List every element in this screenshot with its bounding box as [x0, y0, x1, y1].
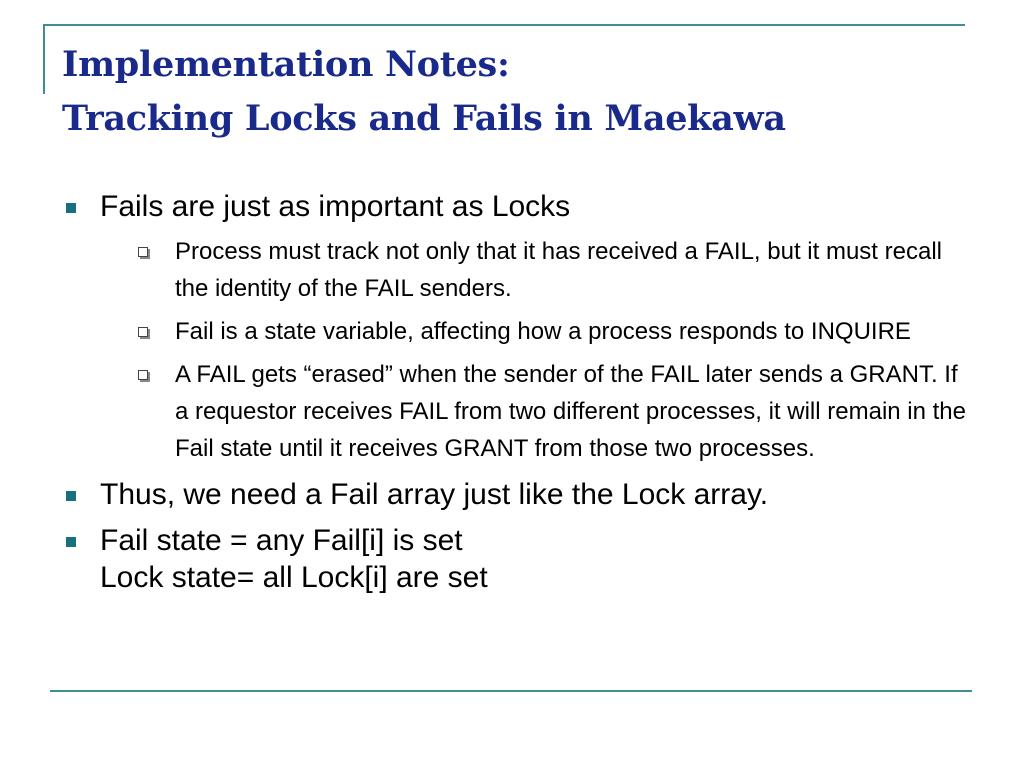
hollow-square-icon	[138, 370, 148, 380]
sub-bullet-text: A FAIL gets “erased” when the sender of the FAIL later sends a GRANT. If a requestor receives FAIL from two different processes, it will remain in the Fail state until it receives GRANT from those two processes.	[175, 361, 967, 462]
filled-square-icon	[66, 537, 76, 547]
bullet-item	[62, 522, 972, 596]
slide-title-line1: Implementation Notes:	[62, 44, 510, 85]
hollow-square-icon	[138, 327, 148, 337]
bullet-item	[62, 188, 972, 467]
sub-bullet-item	[100, 356, 972, 467]
bullet-text-line1: Fail state = any Fail[i] is set	[100, 524, 463, 557]
filled-square-icon	[66, 491, 76, 501]
sub-bullet-text: Process must track not only that it has received a FAIL, but it must recall the identity of the FAIL senders.	[175, 238, 942, 302]
bullet-text-line2: Lock state= all Lock[i] are set	[100, 561, 488, 594]
sub-bullet-item	[100, 313, 972, 350]
bullet-text: Fails are just as important as Locks	[100, 190, 571, 223]
filled-square-icon	[66, 203, 76, 213]
slide-title-line2: Tracking Locks and Fails in Maekawa	[62, 98, 786, 139]
frame-line-top	[43, 24, 965, 26]
bullet-text	[100, 522, 972, 596]
bullet-item	[62, 476, 972, 513]
slide-title	[62, 38, 786, 146]
hollow-square-icon	[138, 247, 148, 257]
sub-bullet-list	[100, 233, 972, 467]
frame-line-left	[43, 24, 45, 94]
bullet-text: Thus, we need a Fail array just like the Lock array.	[100, 478, 769, 511]
sub-bullet-item	[100, 233, 972, 307]
frame-line-bottom	[50, 690, 972, 692]
slide-body	[62, 188, 972, 605]
sub-bullet-text: Fail is a state variable, affecting how a process responds to INQUIRE	[175, 318, 911, 345]
